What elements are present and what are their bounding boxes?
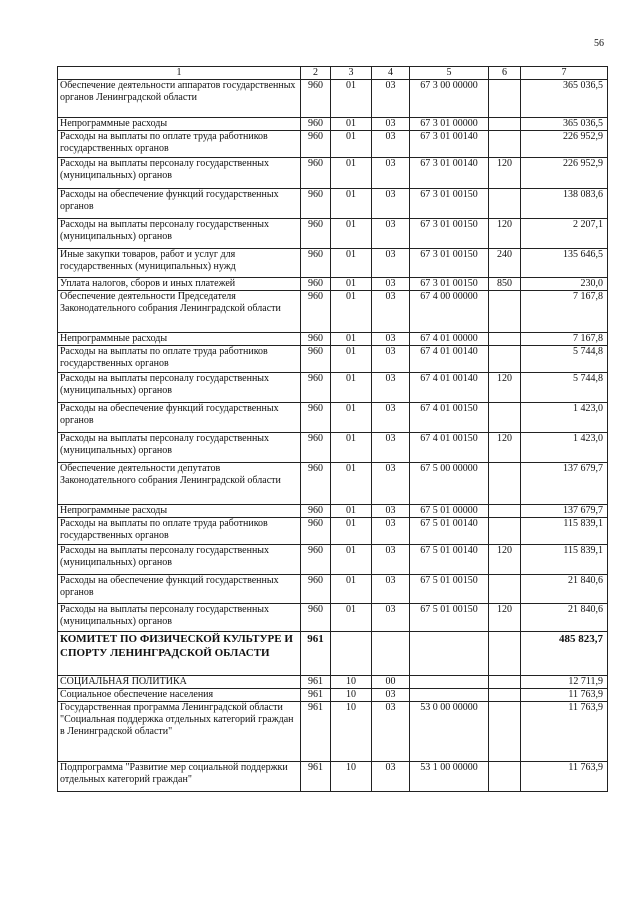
table-row: [58, 333, 608, 346]
row-target-article: 67 3 01 00150: [410, 278, 489, 291]
header-col-2: 2: [301, 67, 331, 80]
table-row: [58, 278, 608, 291]
row-amount: 1 423,0: [521, 433, 608, 463]
row-ministry-code: 960: [301, 373, 331, 403]
row-target-article: 67 5 01 00140: [410, 518, 489, 545]
row-target-article: 67 3 01 00140: [410, 131, 489, 158]
row-amount: 11 763,9: [521, 762, 608, 792]
row-amount: 11 763,9: [521, 702, 608, 762]
table-row: [58, 604, 608, 632]
row-expense-type: [489, 689, 521, 702]
header-col-1: 1: [58, 67, 301, 80]
row-target-article: 67 4 01 00140: [410, 346, 489, 373]
row-expense-type: 120: [489, 158, 521, 189]
row-subsection-code: 03: [372, 403, 410, 433]
row-section-code: 01: [331, 575, 372, 604]
row-subsection-code: 03: [372, 333, 410, 346]
row-name: Социальное обеспечение населения: [58, 689, 301, 702]
row-target-article: 67 4 01 00000: [410, 333, 489, 346]
row-ministry-code: 960: [301, 333, 331, 346]
table-row: [58, 689, 608, 702]
table-row: [58, 291, 608, 333]
row-name: Расходы на обеспечение функций государственных органов: [58, 575, 301, 604]
row-subsection-code: 03: [372, 518, 410, 545]
row-name: Подпрограмма "Развитие мер социальной поддержки отдельных категорий граждан": [58, 762, 301, 792]
row-target-article: 67 3 01 00150: [410, 249, 489, 278]
row-name: Расходы на выплаты по оплате труда работников государственных органов: [58, 131, 301, 158]
row-expense-type: 120: [489, 373, 521, 403]
row-section-code: 01: [331, 131, 372, 158]
row-ministry-code: 960: [301, 505, 331, 518]
row-target-article: [410, 632, 489, 676]
row-section-code: 01: [331, 158, 372, 189]
row-ministry-code: 960: [301, 118, 331, 131]
row-subsection-code: 00: [372, 676, 410, 689]
row-ministry-code: 960: [301, 219, 331, 249]
row-target-article: 53 1 00 00000: [410, 762, 489, 792]
row-subsection-code: 03: [372, 219, 410, 249]
table-row: [58, 219, 608, 249]
row-ministry-code: 961: [301, 689, 331, 702]
header-col-5: 5: [410, 67, 489, 80]
row-ministry-code: 960: [301, 433, 331, 463]
row-subsection-code: 03: [372, 346, 410, 373]
row-section-code: 10: [331, 676, 372, 689]
row-ministry-code: 960: [301, 518, 331, 545]
row-ministry-code: 960: [301, 80, 331, 118]
row-amount: 21 840,6: [521, 575, 608, 604]
table-row: [58, 403, 608, 433]
row-target-article: 53 0 00 00000: [410, 702, 489, 762]
row-subsection-code: 03: [372, 702, 410, 762]
row-amount: 12 711,9: [521, 676, 608, 689]
row-subsection-code: 03: [372, 373, 410, 403]
row-section-code: [331, 632, 372, 676]
header-col-3: 3: [331, 67, 372, 80]
table-row: [58, 158, 608, 189]
table-row: [58, 575, 608, 604]
row-section-code: 01: [331, 433, 372, 463]
row-section-code: 01: [331, 463, 372, 505]
row-subsection-code: 03: [372, 278, 410, 291]
row-amount: 137 679,7: [521, 463, 608, 505]
row-amount: 230,0: [521, 278, 608, 291]
row-expense-type: [489, 505, 521, 518]
row-section-code: 10: [331, 689, 372, 702]
row-amount: 7 167,8: [521, 333, 608, 346]
row-subsection-code: 03: [372, 604, 410, 632]
table-row: [58, 346, 608, 373]
row-name: Обеспечение деятельности депутатов Законодательного собрания Ленинградской области: [58, 463, 301, 505]
table-row: [58, 433, 608, 463]
row-target-article: 67 3 01 00150: [410, 219, 489, 249]
row-expense-type: [489, 131, 521, 158]
row-amount: 21 840,6: [521, 604, 608, 632]
row-amount: 11 763,9: [521, 689, 608, 702]
header-col-4: 4: [372, 67, 410, 80]
row-name: Расходы на обеспечение функций государственных органов: [58, 189, 301, 219]
row-subsection-code: 03: [372, 158, 410, 189]
row-section-code: 01: [331, 291, 372, 333]
row-amount: 226 952,9: [521, 158, 608, 189]
row-section-code: 01: [331, 403, 372, 433]
row-target-article: 67 5 01 00150: [410, 575, 489, 604]
row-section-code: 01: [331, 518, 372, 545]
table-row: [58, 118, 608, 131]
row-expense-type: [489, 676, 521, 689]
row-ministry-code: 961: [301, 762, 331, 792]
row-expense-type: [489, 403, 521, 433]
table-row: [58, 632, 608, 676]
row-name: Непрограммные расходы: [58, 505, 301, 518]
row-subsection-code: 03: [372, 545, 410, 575]
table-row: [58, 189, 608, 219]
row-target-article: 67 5 00 00000: [410, 463, 489, 505]
row-section-code: 01: [331, 219, 372, 249]
table-row: [58, 373, 608, 403]
page-number: 56: [594, 38, 604, 49]
row-expense-type: 120: [489, 219, 521, 249]
row-ministry-code: 960: [301, 158, 331, 189]
row-expense-type: 120: [489, 433, 521, 463]
row-amount: 365 036,5: [521, 80, 608, 118]
row-ministry-code: 961: [301, 702, 331, 762]
row-ministry-code: 961: [301, 632, 331, 676]
row-amount: 5 744,8: [521, 346, 608, 373]
row-amount: 5 744,8: [521, 373, 608, 403]
row-subsection-code: 03: [372, 249, 410, 278]
row-subsection-code: 03: [372, 505, 410, 518]
row-expense-type: [489, 291, 521, 333]
table-row: [58, 131, 608, 158]
row-expense-type: [489, 463, 521, 505]
row-section-code: 01: [331, 189, 372, 219]
row-target-article: 67 4 01 00150: [410, 433, 489, 463]
row-section-code: 01: [331, 278, 372, 291]
row-expense-type: [489, 189, 521, 219]
table-header-row: [58, 67, 608, 80]
row-expense-type: [489, 762, 521, 792]
row-name: Расходы на выплаты по оплате труда работников государственных органов: [58, 346, 301, 373]
row-amount: 1 423,0: [521, 403, 608, 433]
row-name: Непрограммные расходы: [58, 333, 301, 346]
row-subsection-code: 03: [372, 689, 410, 702]
row-expense-type: 240: [489, 249, 521, 278]
row-name: КОМИТЕТ ПО ФИЗИЧЕСКОЙ КУЛЬТУРЕ И СПОРТУ ЛЕНИНГРАДСКОЙ ОБЛАСТИ: [58, 632, 301, 676]
row-ministry-code: 960: [301, 545, 331, 575]
row-subsection-code: 03: [372, 575, 410, 604]
row-name: Расходы на выплаты персоналу государственных (муниципальных) органов: [58, 158, 301, 189]
row-amount: 485 823,7: [521, 632, 608, 676]
row-amount: 115 839,1: [521, 518, 608, 545]
table-row: [58, 762, 608, 792]
row-name: Расходы на выплаты персоналу государственных (муниципальных) органов: [58, 373, 301, 403]
row-subsection-code: 03: [372, 463, 410, 505]
row-ministry-code: 960: [301, 604, 331, 632]
table-row: [58, 545, 608, 575]
row-expense-type: 120: [489, 545, 521, 575]
row-target-article: 67 5 01 00140: [410, 545, 489, 575]
row-section-code: 01: [331, 118, 372, 131]
row-ministry-code: 960: [301, 346, 331, 373]
row-subsection-code: 03: [372, 131, 410, 158]
row-name: Иные закупки товаров, работ и услуг для государственных (муниципальных) нужд: [58, 249, 301, 278]
row-subsection-code: 03: [372, 80, 410, 118]
row-amount: 135 646,5: [521, 249, 608, 278]
header-col-7: 7: [521, 67, 608, 80]
row-target-article: 67 3 00 00000: [410, 80, 489, 118]
row-section-code: 10: [331, 702, 372, 762]
row-amount: 138 083,6: [521, 189, 608, 219]
row-name: СОЦИАЛЬНАЯ ПОЛИТИКА: [58, 676, 301, 689]
row-name: Расходы на выплаты по оплате труда работников государственных органов: [58, 518, 301, 545]
row-name: Обеспечение деятельности Председателя Законодательного собрания Ленинградской области: [58, 291, 301, 333]
row-ministry-code: 960: [301, 249, 331, 278]
row-ministry-code: 960: [301, 131, 331, 158]
row-name: Уплата налогов, сборов и иных платежей: [58, 278, 301, 291]
row-ministry-code: 960: [301, 403, 331, 433]
row-section-code: 01: [331, 545, 372, 575]
row-expense-type: [489, 702, 521, 762]
header-col-6: 6: [489, 67, 521, 80]
row-expense-type: [489, 518, 521, 545]
row-target-article: 67 4 01 00150: [410, 403, 489, 433]
row-subsection-code: [372, 632, 410, 676]
table-row: [58, 676, 608, 689]
row-ministry-code: 960: [301, 189, 331, 219]
table-row: [58, 702, 608, 762]
row-section-code: 01: [331, 80, 372, 118]
row-target-article: 67 5 01 00150: [410, 604, 489, 632]
row-ministry-code: 961: [301, 676, 331, 689]
row-expense-type: [489, 632, 521, 676]
row-name: Расходы на выплаты персоналу государственных (муниципальных) органов: [58, 545, 301, 575]
row-expense-type: [489, 80, 521, 118]
table-row: [58, 463, 608, 505]
row-name: Расходы на выплаты персоналу государственных (муниципальных) органов: [58, 604, 301, 632]
table-row: [58, 518, 608, 545]
row-ministry-code: 960: [301, 463, 331, 505]
row-target-article: 67 3 01 00140: [410, 158, 489, 189]
row-amount: 226 952,9: [521, 131, 608, 158]
table-row: [58, 505, 608, 518]
row-section-code: 10: [331, 762, 372, 792]
row-name: Непрограммные расходы: [58, 118, 301, 131]
row-name: Государственная программа Ленинградской области "Социальная поддержка отдельных категорий граждан в Ленинградской области": [58, 702, 301, 762]
row-subsection-code: 03: [372, 433, 410, 463]
row-target-article: 67 4 01 00140: [410, 373, 489, 403]
row-expense-type: 120: [489, 604, 521, 632]
row-section-code: 01: [331, 505, 372, 518]
row-amount: 7 167,8: [521, 291, 608, 333]
row-name: Расходы на обеспечение функций государственных органов: [58, 403, 301, 433]
row-expense-type: [489, 118, 521, 131]
row-ministry-code: 960: [301, 278, 331, 291]
row-subsection-code: 03: [372, 291, 410, 333]
row-name: Расходы на выплаты персоналу государственных (муниципальных) органов: [58, 433, 301, 463]
row-target-article: 67 4 00 00000: [410, 291, 489, 333]
table-row: [58, 80, 608, 118]
row-section-code: 01: [331, 604, 372, 632]
row-expense-type: [489, 333, 521, 346]
row-amount: 365 036,5: [521, 118, 608, 131]
row-ministry-code: 960: [301, 575, 331, 604]
budget-table: [57, 66, 608, 792]
row-name: Обеспечение деятельности аппаратов государственных органов Ленинградской области: [58, 80, 301, 118]
row-name: Расходы на выплаты персоналу государственных (муниципальных) органов: [58, 219, 301, 249]
row-section-code: 01: [331, 333, 372, 346]
table-row: [58, 249, 608, 278]
row-section-code: 01: [331, 373, 372, 403]
row-amount: 2 207,1: [521, 219, 608, 249]
row-section-code: 01: [331, 346, 372, 373]
row-amount: 137 679,7: [521, 505, 608, 518]
row-section-code: 01: [331, 249, 372, 278]
row-expense-type: 850: [489, 278, 521, 291]
row-ministry-code: 960: [301, 291, 331, 333]
row-target-article: [410, 676, 489, 689]
row-target-article: [410, 689, 489, 702]
row-subsection-code: 03: [372, 118, 410, 131]
row-target-article: 67 3 01 00000: [410, 118, 489, 131]
row-subsection-code: 03: [372, 189, 410, 219]
row-target-article: 67 3 01 00150: [410, 189, 489, 219]
row-expense-type: [489, 575, 521, 604]
budget-table-body: [58, 67, 608, 792]
row-expense-type: [489, 346, 521, 373]
row-target-article: 67 5 01 00000: [410, 505, 489, 518]
row-amount: 115 839,1: [521, 545, 608, 575]
row-subsection-code: 03: [372, 762, 410, 792]
